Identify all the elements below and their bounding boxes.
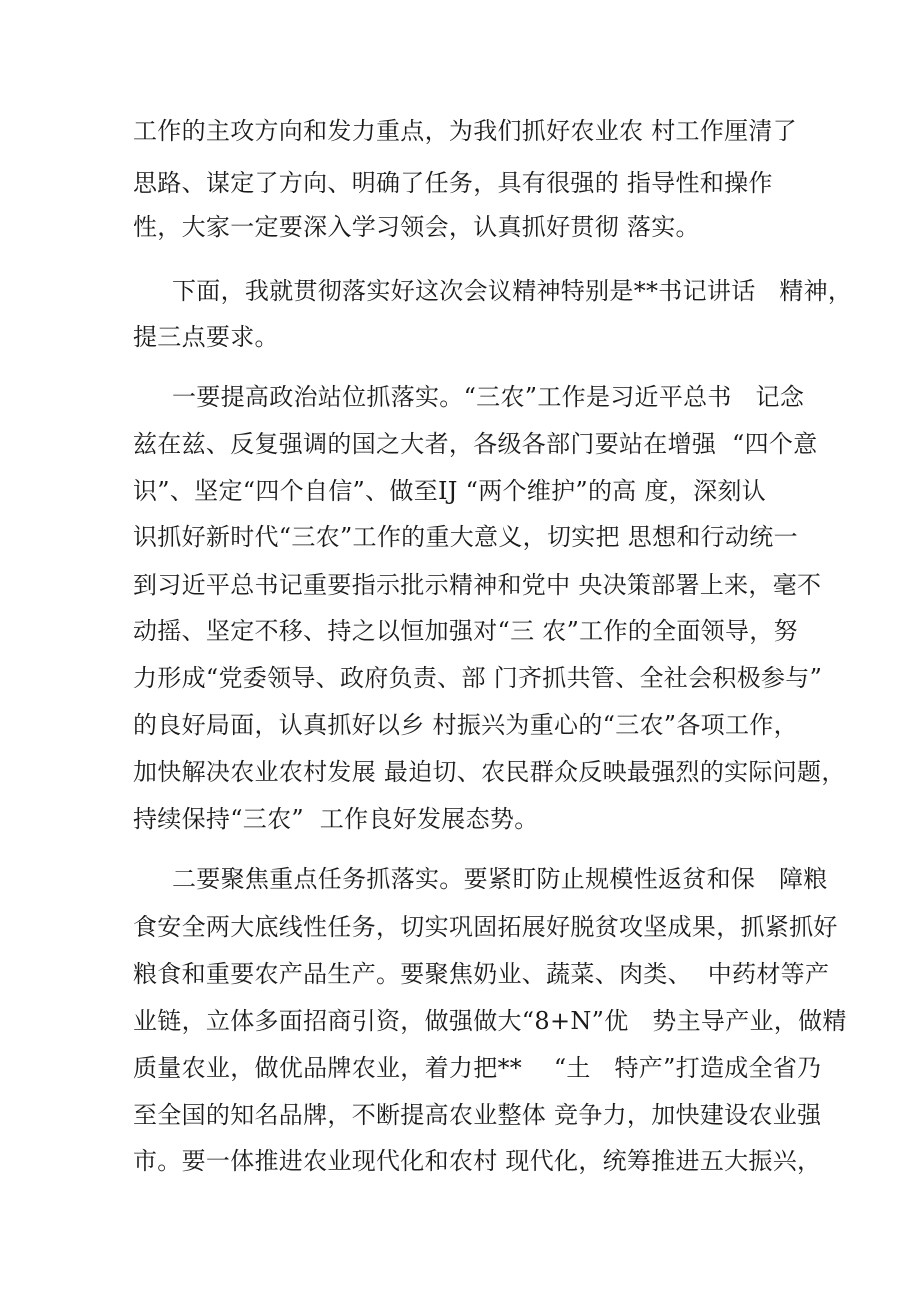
paragraph-2-line-7: 力形成“党委领导、政府负责、部 门齐抓共管、全社会积极参与” bbox=[133, 664, 823, 692]
paragraph-3-line-7: 市。要一体推进农业现代化和农村 现代化，统筹推进五大振兴， bbox=[133, 1147, 822, 1175]
paragraph-0-line-1: 工作的主攻方向和发力重点，为我们抓好农业农 村工作厘清了 bbox=[133, 117, 798, 145]
paragraph-0-line-2: 思路、谋定了方向、明确了任务，具有很强的 指导性和操作 bbox=[133, 169, 773, 197]
paragraph-2-line-1: 一要提高政治站位抓落实。“三农”工作是习近平总书 记念 bbox=[172, 383, 805, 411]
paragraph-3-line-3: 粮食和重要农产品生产。要聚焦奶业、蔬菜、肉类、 中药材等产 bbox=[133, 960, 830, 988]
paragraph-2-line-5: 到习近平总书记重要指示批示精神和党中 央决策部署上来，毫不 bbox=[133, 571, 822, 599]
paragraph-2-line-3: 识”、坚定“四个自信”、做至IJ “两个维护”的高 度，深刻认 bbox=[133, 477, 767, 505]
paragraph-3-line-1: 二要聚焦重点任务抓落实。要紧盯防止规模性返贫和保 障粮 bbox=[172, 865, 828, 893]
paragraph-2-line-8: 的良好局面，认真抓好以乡 村振兴为重心的“三农”各项工作， bbox=[133, 711, 798, 739]
paragraph-2-line-2: 兹在兹、反复强调的国之大者，各级各部门要站在增强 “四个意 bbox=[133, 430, 818, 458]
paragraph-3-line-2: 食安全两大底线性任务，切实巩固拓展好脱贫攻坚成果，抓紧抓好 bbox=[133, 913, 838, 941]
paragraph-2-line-10: 持续保持“三农” 工作良好发展态势。 bbox=[133, 805, 539, 833]
paragraph-2-line-4: 识抓好新时代“三农”工作的重大意义，切实把 思想和行动统一 bbox=[133, 523, 798, 551]
paragraph-0-line-3: 性，大家一定要深入学习领会，认真抓好贯彻 落实。 bbox=[133, 213, 700, 241]
paragraph-1-line-2: 提三点要求。 bbox=[133, 323, 279, 351]
paragraph-3-line-6: 至全国的知名品牌，不断提高农业整体 竞争力，加快建设农业强 bbox=[133, 1101, 822, 1129]
paragraph-1-line-1: 下面，我就贯彻落实好这次会议精神特别是**书记讲话 精神， bbox=[172, 277, 853, 305]
paragraph-3-line-5: 质量农业，做优品牌农业，着力把** “土 特产”打造成全省乃 bbox=[133, 1054, 822, 1082]
paragraph-3-line-4: 业链，立体多面招商引资，做强做大“8+N”优 势主导产业，做精 bbox=[133, 1007, 847, 1035]
paragraph-2-line-9: 加快解决农业农村发展 最迫切、农民群众反映最强烈的实际问题， bbox=[133, 758, 846, 786]
paragraph-2-line-6: 动摇、坚定不移、持之以恒加强对“三 农”工作的全面领导，努 bbox=[133, 617, 798, 645]
